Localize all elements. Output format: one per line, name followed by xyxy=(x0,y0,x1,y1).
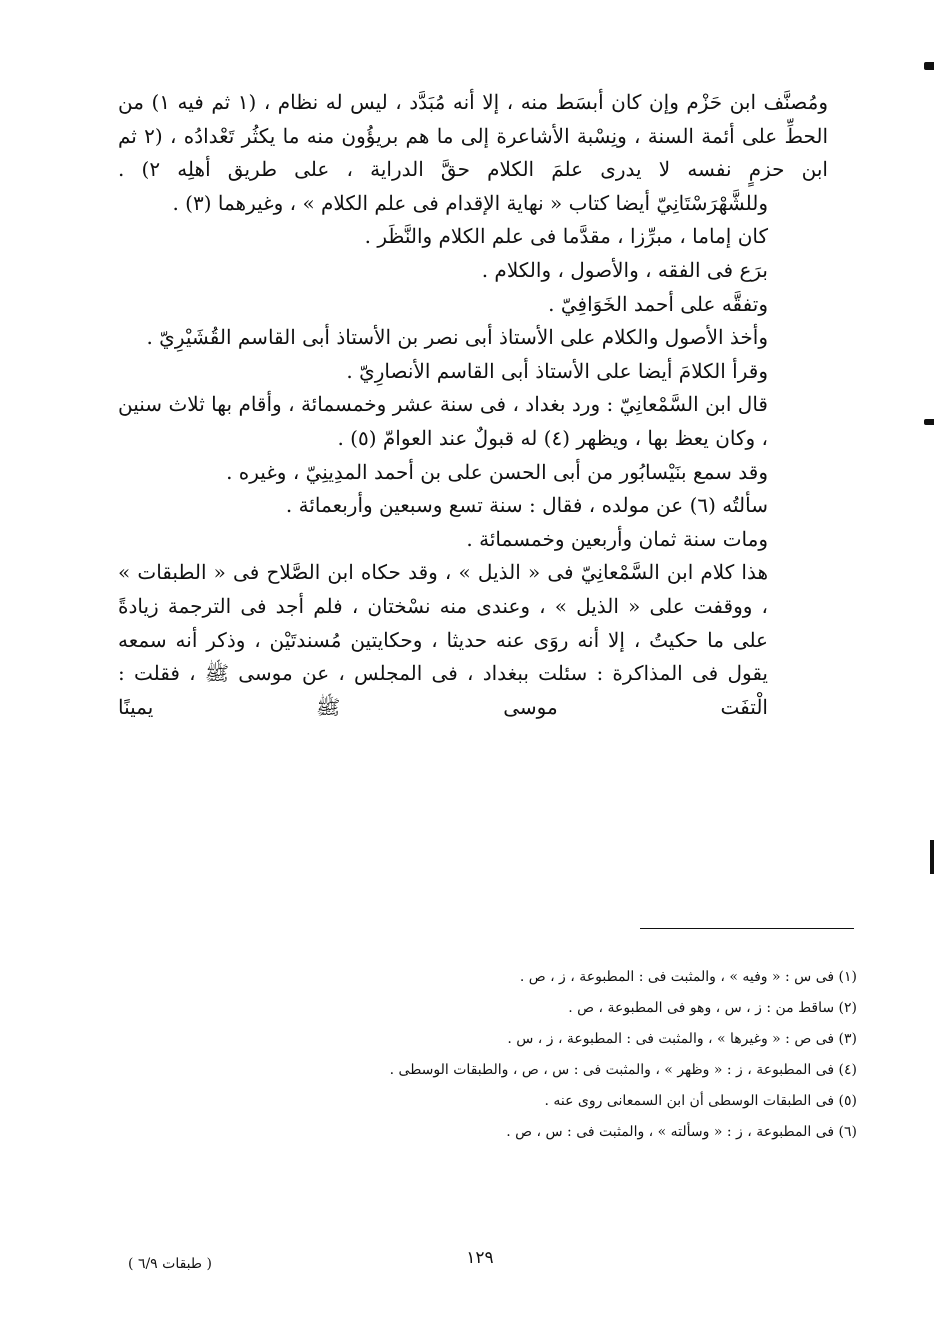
footnote-divider xyxy=(640,928,854,929)
paragraph-6: وأخذ الأصول والكلام على الأستاذ أبى نصر بن الأستاذ أبى القاسم القُشَيْرِيّ . xyxy=(146,325,768,350)
paragraph-7: وقرأ الكلامَ أيضا على الأستاذ أبى القاسم الأنصارِيّ . xyxy=(346,358,768,383)
paragraph-9: وقد سمع بنَيْسابُور من أبى الحسن على بن أحمد المدِينِيّ ، وغيره . xyxy=(226,459,768,484)
signature-mark: ( طبقات ٦/٩ ) xyxy=(128,1256,212,1272)
footnote-6: (٦) فى المطبوعة ، ز : « وسألته » ، والمثبت فى : س ، ص . xyxy=(506,1124,857,1140)
scan-edge-mark xyxy=(930,840,934,874)
paragraph-3: كان إماما ، مبرِّزا ، مقدَّما فى علم الكلام والنَّظَر . xyxy=(364,224,768,249)
paragraph-1: ومُصنَّف ابن حَزْم وإن كان أبسَط منه ، إلا أنه مُبَدَّد ، ليس له نظام ، (١ ثم فيه ١) من الحطِّ على أئمة السنة ، ونِسْبة الأشاعرة إلى ما هم بريؤُون منه ما يكثُر تَعْدادُه ، (٢ ثم ابن حزمٍ نفسه لا يدرى علمَ الكلام حقَّ الدراية ، على طريق أهلِه ٢) . xyxy=(118,90,829,182)
footnote-4: (٤) فى المطبوعة ، ز : « وظهر » ، والمثبت فى : س ، ص ، والطبقات الوسطى . xyxy=(389,1062,857,1078)
page-number: ١٢٩ xyxy=(466,1248,494,1268)
paragraph-5: وتفقَّه على أحمد الخَوَافِيّ . xyxy=(548,291,768,316)
footnote-5: (٥) فى الطبقات الوسطى أن ابن السمعانى روى عنه . xyxy=(544,1093,857,1109)
scan-edge-mark xyxy=(924,62,934,70)
main-text-block xyxy=(118,86,828,724)
paragraph-8: قال ابن السَّمْعانِيّ : ورد بغداد ، فى سنة عشر وخمسمائة ، وأقام بها ثلاث سنين ، وكان يعظ بها ، ويظهر (٤) له قبولٌ عند العوامّ (٥) . xyxy=(118,392,768,450)
paragraph-2: وللشَّهْرَسْتَانِيّ أيضا كتاب « نهاية الإقدام فى علم الكلام » ، وغيرهما (٣) . xyxy=(172,190,768,215)
footnote-2: (٢) ساقط من : ز ، س ، وهو فى المطبوعة ، ص . xyxy=(568,1000,857,1016)
footnotes xyxy=(300,962,857,1148)
paragraph-11: ومات سنة ثمان وأربعين وخمسمائة . xyxy=(466,526,768,551)
footnote-1: (١) فى س : « وفيه » ، والمثبت فى : المطبوعة ، ز ، ص . xyxy=(519,969,857,985)
paragraph-10: سألتُه (٦) عن مولده ، فقال : سنة تسع وسبعين وأربعمائة . xyxy=(285,493,768,518)
paragraph-12: هذا كلام ابن السَّمْعانِيّ فى « الذيل » ، وقد حكاه ابن الصَّلاح فى « الطبقات » ، ووقفت على « الذيل » ، وعندى منه نسْختان ، فلم أجد فى الترجمة زيادةً على ما حكيتُ ، إلا أنه روَى عنه حديثا ، وحكايتين مُسندتَيْن ، وذكر أنه سمعه يقول فى المذاكرة : سئلت ببغداد ، فى المجلس ، عن موسى ﷺ ، فقلت : الْتفَت موسى ﷺ يمينًا xyxy=(118,560,768,719)
paragraph-4: برَع فى الفقه ، والأصول ، والكلام . xyxy=(481,257,768,282)
scan-edge-mark xyxy=(924,419,934,425)
footnote-3: (٣) فى ص : « وغيرها » ، والمثبت فى : المطبوعة ، ز ، س . xyxy=(507,1031,857,1047)
